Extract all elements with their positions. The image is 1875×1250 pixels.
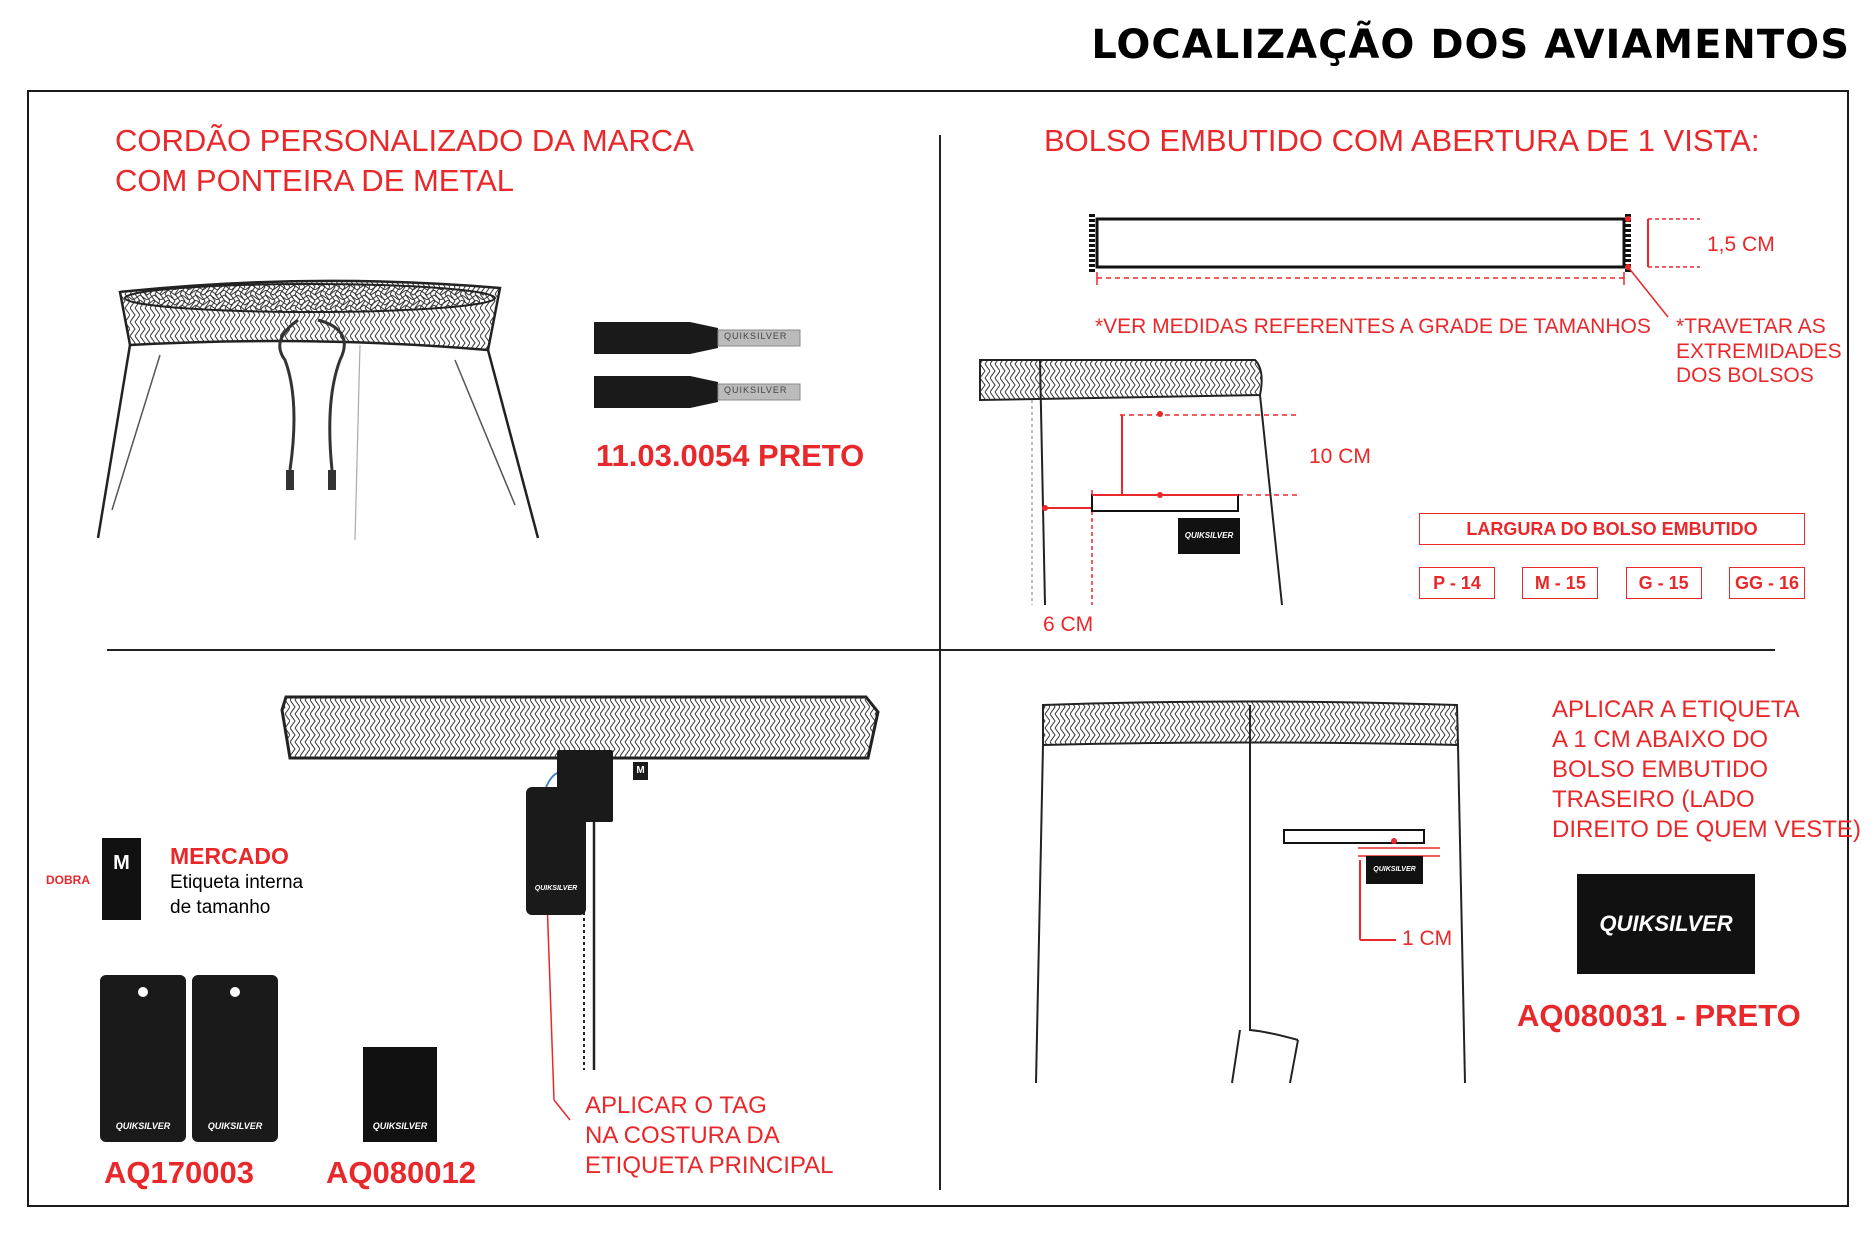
back-label-offset: 1 CM	[1402, 927, 1453, 950]
hangtag-hole	[230, 987, 240, 997]
tag-note-line1: APLICAR O TAG	[585, 1092, 767, 1119]
back-label-preview	[1366, 856, 1423, 884]
pocket-heading: BOLSO EMBUTIDO COM ABERTURA DE 1 VISTA:	[1044, 123, 1760, 158]
cord-heading-line1: CORDÃO PERSONALIZADO DA MARCA	[115, 123, 694, 158]
woven-label-preview	[1178, 518, 1240, 554]
hangtag-code: AQ170003	[104, 1155, 254, 1190]
page-title: LOCALIZAÇÃO DOS AVIAMENTOS	[1091, 22, 1850, 68]
size-cell: P - 14	[1419, 567, 1495, 599]
size-cell: G - 15	[1626, 567, 1702, 599]
pocket-height-label: 1,5 CM	[1707, 233, 1775, 256]
pocket-width-table	[1419, 513, 1805, 599]
back-note-line1: APLICAR A ETIQUETA	[1552, 696, 1800, 723]
pocket-width-table-header: LARGURA DO BOLSO EMBUTIDO	[1419, 513, 1805, 545]
size-label-on-waistband: M	[636, 765, 645, 776]
brand-logo-text: QUIKSILVER	[534, 885, 578, 892]
size-cell: GG - 16	[1729, 567, 1805, 599]
cord-tip-engraving: QUIKSILVER	[724, 385, 788, 395]
bartack-note-line3: DOS BOLSOS	[1676, 364, 1814, 387]
brand-logo-text: QUIKSILVER	[115, 1121, 171, 1131]
hangtag-attached	[526, 787, 586, 915]
hangtag-hole	[138, 987, 148, 997]
pocket-opening-diagram	[1092, 214, 1700, 317]
tag-note-line2: NA COSTURA DA	[585, 1122, 780, 1149]
back-note-line3: BOLSO EMBUTIDO	[1552, 756, 1769, 783]
brand-logo-text: QUIKSILVER	[372, 1121, 428, 1131]
back-woven-label	[1577, 874, 1755, 974]
hangtag-front	[100, 975, 186, 1142]
bartack-note-line2: EXTREMIDADES	[1676, 340, 1842, 363]
size-cell: M - 15	[1522, 567, 1598, 599]
dobra-label: DOBRA	[46, 873, 90, 887]
tag-note-line3: ETIQUETA PRINCIPAL	[585, 1152, 834, 1179]
woven-label	[363, 1047, 437, 1142]
back-label-code: AQ080031 - PRETO	[1517, 998, 1801, 1033]
bartack-note-line1: *TRAVETAR AS	[1676, 315, 1826, 338]
brand-logo-text: QUIKSILVER	[1599, 911, 1733, 936]
shorts-front-sketch	[98, 281, 538, 540]
mercado-line1: Etiqueta interna	[170, 872, 304, 893]
cord-heading-line2: COM PONTEIRA DE METAL	[115, 163, 515, 198]
brand-logo-text: QUIKSILVER	[1184, 531, 1234, 540]
back-note-line2: A 1 CM ABAIXO DO	[1552, 726, 1769, 753]
back-note-line5: DIREITO DE QUEM VESTE)	[1552, 816, 1861, 843]
mercado-line2: de tamanho	[170, 897, 271, 918]
back-panel-sketch	[980, 360, 1300, 605]
cord-code: 11.03.0054 PRETO	[596, 438, 865, 473]
brand-logo-text: QUIKSILVER	[207, 1121, 263, 1131]
pocket-side-label: 6 CM	[1043, 613, 1094, 636]
cord-tip-engraving: QUIKSILVER	[724, 331, 788, 341]
back-note-line4: TRASEIRO (LADO	[1552, 786, 1755, 813]
grade-note: *VER MEDIDAS REFERENTES A GRADE DE TAMANHOS	[1095, 315, 1651, 338]
shorts-back-sketch	[1036, 702, 1465, 1084]
mercado-title: MERCADO	[170, 843, 289, 869]
size-label-swatch	[102, 838, 141, 920]
brand-logo-text: QUIKSILVER	[1373, 866, 1416, 873]
hangtag-back	[192, 975, 278, 1142]
pocket-depth-label: 10 CM	[1309, 445, 1371, 468]
size-label-letter: M	[113, 852, 130, 874]
woven-label-code: AQ080012	[326, 1155, 476, 1190]
